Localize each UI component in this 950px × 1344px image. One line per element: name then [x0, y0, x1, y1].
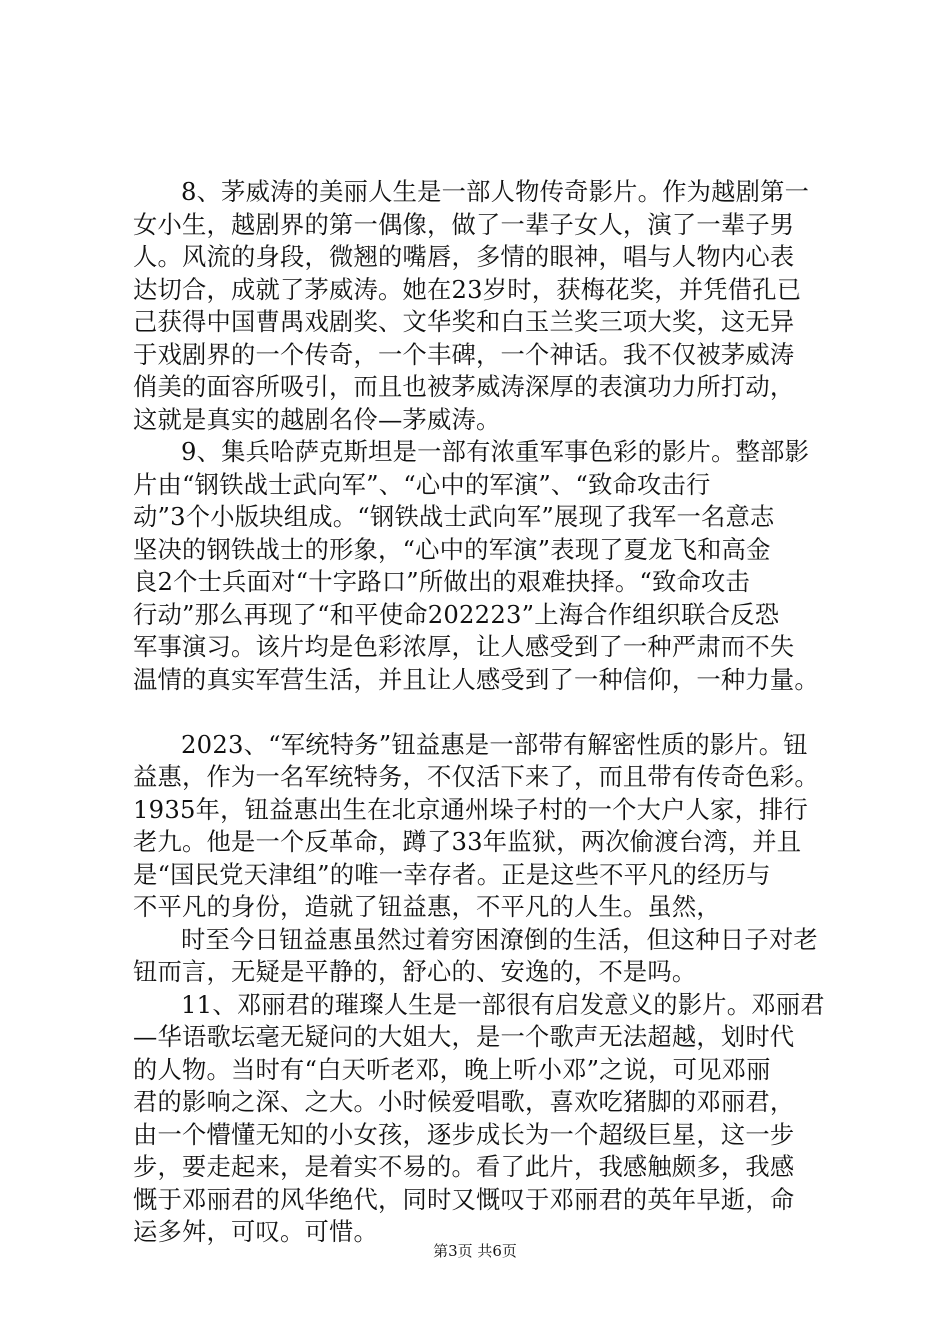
text-line: 动”3个小版块组成。“钢铁战士武向军”展现了我军一名意志: [133, 502, 775, 531]
document-body: [133, 176, 833, 1249]
text-line: 己获得中国曹禺戏剧奖、文华奖和白玉兰奖三项大奖，这无异: [133, 307, 795, 336]
text-line: 片由“钢铁战士武向军”、“心中的军演”、“致命攻击行: [133, 469, 711, 499]
text-line: 于戏剧界的一个传奇，一个丰碑，一个神话。我不仅被茅威涛: [133, 339, 795, 369]
text-line: 9、集兵哈萨克斯坦是一部有浓重军事色彩的影片。整部影: [181, 437, 810, 466]
paragraph-2023: [133, 729, 833, 924]
paragraph-gap: [133, 696, 833, 729]
text-line: 步，要走起来，是着实不易的。看了此片，我感触颇多，我感: [133, 1152, 795, 1181]
text-line: 2023、“军统特务”钮益惠是一部带有解密性质的影片。钮: [181, 729, 808, 759]
text-line: 钮而言，无疑是平静的，舒心的、安逸的，不是吗。: [133, 957, 697, 986]
text-line: 俏美的面容所吸引，而且也被茅威涛深厚的表演功力所打动，: [133, 372, 795, 401]
paragraph-continuation: [133, 924, 833, 989]
text-line: 老九。他是一个反革命，蹲了33年监狱，两次偷渡台湾，并且: [133, 827, 802, 856]
text-line: 由一个懵懂无知的小女孩，逐步成长为一个超级巨星，这一步: [133, 1119, 795, 1149]
page-number-footer: 第3页 共6页: [433, 1242, 517, 1260]
text-line: —华语歌坛毫无疑问的大姐大，是一个歌声无法超越，划时代: [133, 1022, 795, 1051]
text-line: 这就是真实的越剧名伶—茅威涛。: [133, 404, 501, 434]
text-line: 军事演习。该片均是色彩浓厚，让人感受到了一种严肃而不失: [133, 632, 795, 661]
text-line: 益惠，作为一名军统特务，不仅活下来了，而且带有传奇色彩。: [133, 762, 819, 791]
text-line: 达切合，成就了茅威涛。她在23岁时，获梅花奖，并凭借孔已: [133, 274, 802, 304]
text-line: 是“国民党天津组”的唯一幸存者。正是这些不平凡的经历与: [133, 859, 771, 889]
text-line: 的人物。当时有“白天听老邓，晚上听小邓”之说，可见邓丽: [133, 1054, 771, 1084]
text-line: 时至今日钮益惠虽然过着穷困潦倒的生活，但这种日子对老: [181, 924, 818, 954]
text-line: 女小生，越剧界的第一偶像，做了一辈子女人，演了一辈子男: [133, 209, 795, 239]
text-line: 君的影响之深、之大。小时候爱唱歌，喜欢吃猪脚的邓丽君，: [133, 1087, 795, 1116]
paragraph-8: [133, 176, 833, 436]
text-line: 不平凡的身份，造就了钮益惠，不平凡的人生。虽然，: [133, 892, 721, 921]
paragraph-11: [133, 989, 833, 1249]
text-line: 良2个士兵面对“十字路口”所做出的艰难抉择。“致命攻击: [133, 567, 750, 596]
text-line: 8、茅威涛的美丽人生是一部人物传奇影片。作为越剧第一: [181, 177, 810, 206]
text-line: 运多舛，可叹。可惜。: [133, 1217, 378, 1246]
paragraph-9: [133, 436, 833, 696]
text-line: 行动”那么再现了“和平使命202223”上海合作组织联合反恐: [133, 599, 780, 629]
text-line: 温情的真实军营生活，并且让人感受到了一种信仰，一种力量。: [133, 664, 819, 694]
text-line: 人。风流的身段，微翘的嘴唇，多情的眼神，唱与人物内心表: [133, 242, 795, 271]
text-line: 慨于邓丽君的风华绝代，同时又慨叹于邓丽君的英年早逝，命: [133, 1184, 795, 1214]
text-line: 1935年，钮益惠出生在北京通州垛子村的一个大户人家，排行: [133, 794, 809, 824]
text-line: 坚决的钢铁战士的形象，“心中的军演”表现了夏龙飞和高金: [133, 534, 771, 564]
text-line: 11、邓丽君的璀璨人生是一部很有启发意义的影片。邓丽君: [181, 989, 825, 1019]
